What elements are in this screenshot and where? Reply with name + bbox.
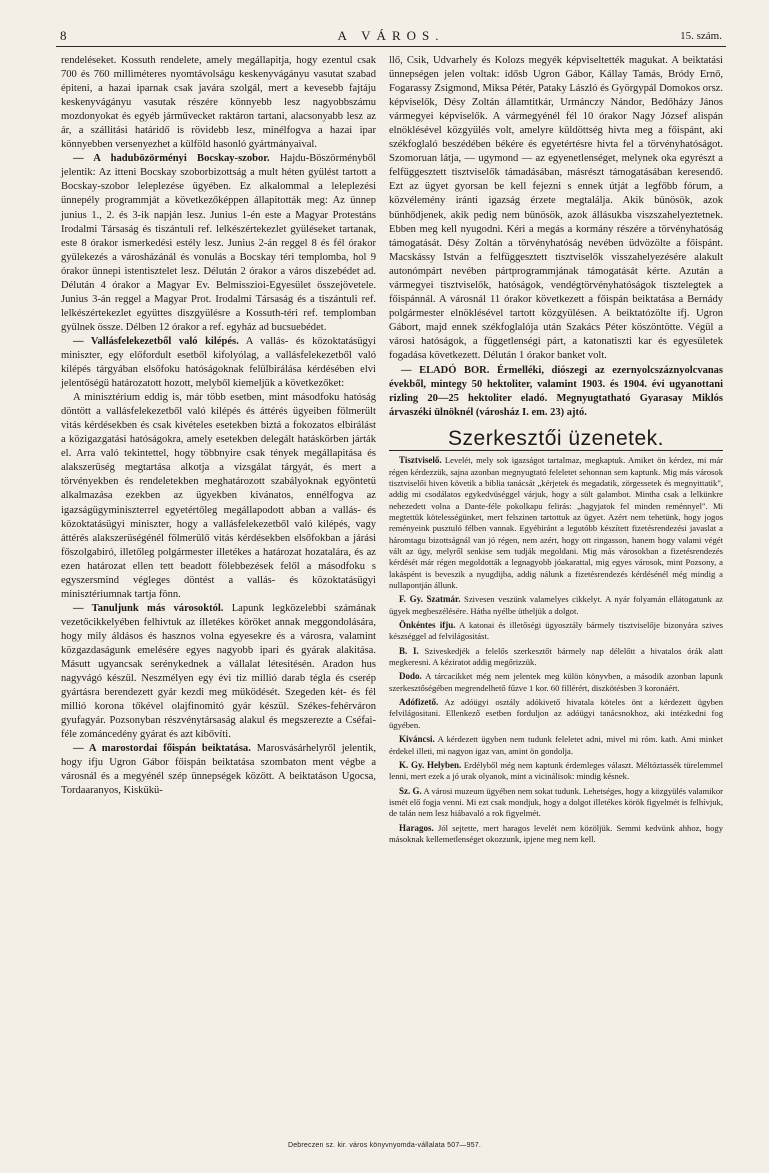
article-paragraph: — A hadubözörményi Bocskay-szobor. Hajdu-Böszörményből jelentik: Az itteni Bocskay szoborbizottság a mult héten gyülést tartott a Bocskay-szobor leleplezése ügyében. Ez alkalommal a leleplezési ünnepély programmját a következőképpen állapitották meg: Az ünnep junius 1., 2. és 3-ik napján lesz. Junius 1-én este a Magyar Protestáns Irodalmi Társaság és tiszántuli ref. lelkészértekezlet gyüléseket tartanak, este 8 órakor ismerkedési estély lesz. Junius 2-án reggel 8 és fél órakor gyülekezés a városházánál és vonulás a Bocskay téri templomba, hol 9 órakor ünnepi istentisztelet lesz. Délután 2 órakor a város diszebédet ad. Délután 4 órakor a Magyar Ev. Belmisszioi-Egyesület összejövetele. Junius 3-án reggel a Magyar Prot. Irodalmi Társaság és a tiszántuli ref. lelkészértekezlet együttes diszgyülésre a Kossuth-téri ref. templomban gyülnek össze. Délben 12 órakor a ref. egyház ad bucsuebédet. (61, 153, 376, 333)
message-recipient: K. Gy. Helyben. (399, 759, 462, 770)
article-paragraph: rendeléseket. Kossuth rendelete, amely megállapitja, hogy ezentul csak 700 és 760 milliméteres nyomtávolságu keskenyvágányu vasutat szabad épiteni, a hazai iparnak csak javára szolgál, mert a kevesebb fajtáju keskenyvágányu vasutak részére könnyebb lesz nagyobbszámu mozdonyokat és egyéb járművecket raktáron tartani, alacsonyabb lesz az ár, a szállitási határidő is rövidebb lesz, minélfogva a hazai ipar könnyebben versenyezhet a külföld hasonló gyártmányaival. (61, 55, 376, 151)
divider (389, 450, 723, 451)
newspaper-title: A VÁROS. (337, 28, 445, 43)
message-recipient: Önkéntes ifju. (399, 620, 456, 631)
article-headline: — A marostordai főispán beiktatása. (73, 743, 251, 755)
message-item: K. Gy. Helyben. Erdélyből még nem kaptunk érdemleges választ. Méltóztassék türelemmel lenni, mert ezek a jó urak olyanok, mint a vicinálisok: mindig késnek. (389, 759, 723, 782)
article-headline: — Tanuljunk más városoktól. (73, 602, 224, 614)
message-item: Önkéntes ifju. A katonai és illetőségi ügyosztály bármely tisztviselője bizonyára szives készséggel ad felvilágositást. (389, 620, 723, 642)
message-item: Adófizető. Az adóügyi osztály adókivető hivatala köteles önt a kérdezett ügyben felvilágositani. Ellenkező esetben forduljon az adóügyi tanácsnokhoz, aki intézkedni fog ügyében. (389, 697, 723, 730)
article-paragraph: — Tanuljunk más városoktól. Lapunk legközelebbi számának vezetőcikkelyében felhivtuk az illetékes köröket annak meggondolására, hogy mily áldásos és hasznos volna egyesekre és a városra, valamint közgazdaságunk emelésére egyes nagyobb ipari és gyárak alakitása. Másutt ugyancsak serénykednek a vállalat létesitésén. Aradon hus nagyvágó készül. Neszmélyen egy évi tiz millió darab tégla és cserép gyártásra berendezett gyár kezdi meg müködését. Szegeden két- és fél millió korona tőkével olajfinomitó gyár készül. Székes-fehérváron gyufagyár. Pozsonyban részvénytársaság alakul és megszerezte a Cséfai-féle zománcedény gyárat és azt kibővíti. (61, 602, 377, 741)
message-item: Sz. G. A városi muzeum ügyében nem sokat tudunk. Lehetséges, hogy a közgyülés valamikor ismét elő fogja venni. Mi ezt csak mondjuk, hogy a dolgot illetékes körök figyelmét is felhívjuk, de talán nem lesz hiábavaló a rok figyelmét. (389, 785, 723, 819)
message-item: B. I. Sziveskedjék a felelős szerkesztőt bármely nap délelőtt a hivatalos órák alatt megkeresni. A kéziratot addig megőrizzük. (389, 645, 723, 668)
article-paragraph: — Vallásfelekezetből való kilépés. A vallás- és közoktatásügyi miniszter, egy előfordult esetből kifolyólag, a vallásfelekezetből való kilépés tárgyában elsőfoku hatóságoknak felülbirálása kérdésében elvi jelentőségü határozatott hozott, melyből kiemeljük a következőket: (61, 335, 376, 390)
article-headline: — A hadubözörményi Bocskay-szobor. (73, 153, 270, 165)
ad-headline: — ELADÓ BOR. (401, 365, 490, 377)
message-recipient: B. I. (399, 645, 419, 656)
message-item: F. Gy. Szatmár. Szivesen veszünk valamelyes cikkelyt. A nyár folyamán ellátogatunk az ügyek megbeszélésére. Hátha nyélbe ütheljük a dolgot. (389, 594, 723, 616)
message-item: Dodo. A tárcacikket még nem jelentek meg külön könyvben, a második azonban lapunk szerkesztőségében megrendelhető fűzve 1 kor. 60 fillérért, diszkötésben 3 koronáért. (389, 671, 723, 693)
message-recipient: Haragos. (399, 822, 434, 833)
message-recipient: Kiváncsi. (399, 734, 435, 745)
article-paragraph: A minisztérium eddig is, már több esetben, mint másodfoku hatóság döntött a vallásfelekezetből való kilépés és áttérés ügyeiben fölmerült vitás kérdésekben és csak kivételes esetekben biztá a fokozatos elbirálást a közigazgatási hatóságokra, amely esetekben delegált hatáskörben járták el. Arra való tekintettel, hogy többnyire csak tények megállapitása és alakszerüség megtartása alkotja a vizsgálat tárgyát, és mert a törvényekben és rendeletekben meghatározott szabályoknak egyöntetü alkalmazása ezekben az ügyekben kivánatos, ennélfogva az igazságügyminiszterrel egyetértőleg megállapodott abban a vallás- és közoktatásügyi miniszter, hogy a vallásfelekezetből való kilépés, vagy áttérés alakszerüségénél fölmerülő vitás kérdésekben elsőfokban a járási főszolgabiró, illetőleg polgármester illetékes a határozat hozatalára, és az ezen határozat ellen tett beadott fölebbezések felől a másodfoku s egyszersmind végleges döntést a vallás- és közoktatásügyi minisztériumnak tartja fönn. (61, 392, 376, 600)
article-paragraph: — A marostordai főispán beiktatása. Marosvásárhelyről jelentik, hogy ifju Ugron Gábor főispán beiktatása szombaton ment végbe a városnál és a megyénél szép ünnepségek között. A beiktatáson Ugocsa, Tordaaranyos, Kiskükü- (61, 743, 376, 797)
article-headline: — Vallásfelekezetből való kilépés. (73, 335, 239, 347)
message-recipient: F. Gy. Szatmár. (399, 594, 461, 605)
message-recipient: Tisztviselő. (399, 455, 442, 466)
message-item: Kiváncsi. A kérdezett ügyben nem tudunk feleletet adni, mivel mi róm. kath. Ami minket érdekel illeti, mi nagyon igaz van, amint ön gondolja. (389, 734, 723, 756)
printer-imprint: Debreczen sz. kir. város könyvnyomda-vállalata 507—957. (287, 1142, 482, 1149)
advertisement-wine (389, 364, 723, 420)
right-column (389, 54, 723, 845)
page-number: 8 (60, 28, 67, 43)
ad-text: Érmelléki, diószegi az ezernyolcszáznyolcvanas évekből, mintegy 50 hektoliter, valamint 1903. és 1904. évi ugyanottani rizling 20—25 hektoliter eladó. Megnyugtatható Gyarasay Miklós árvaszéki ülnöknél (városház I. em. 23) ajtó. (389, 365, 724, 419)
message-recipient: Sz. G. (399, 785, 422, 796)
message-recipient: Dodo. (399, 671, 422, 682)
page-header (56, 24, 726, 47)
message-item: Tisztviselő. Levelét, mely sok igazságot tartalmaz, megkaptuk. Amiket ön kérdez, mi már régen kérdezzük, sajna azonban megnyugtató feleletet sehonnan sem kaptunk. Mig más városok tisztviselői hiven követik a biblia tanácsát „kérjetek és megadatik, zörgessetek és megnyittatik", addig mi csodálatos egykedvüséggel várjuk, hogy a sült galambot. Mintha csak a lelkünkre nehezedett volna a Dante-féle pokolkapu felirás: „hagyjatok fel minden reménnyel". Mi megtettük kötelességünket, mert felszinen tartottuk az ügyet. Azért nem tehetünk, hogy jogos reményeink pusztuló félben vannak. Egyébiránt a legutóbb készített fizetésrendezési javaslat a háromtagu bizottságnál van jó régen, nem azért, hogy ott ringasson, hanem hogy valami végét vált az ügy, melyről senkise sem tudják megoldani. Mig más városokban a fizetésrendezés kérdését már régen megoldották a legnagyobb jóakarattal, mig egyes városok, mint Pozsony, a lakáspént is beveszik a nyugdijba, addig nálunk a fizetésrendezés kérdésénél még mindig a nullapontján állunk. (389, 455, 723, 591)
editorial-messages (389, 455, 723, 845)
message-recipient: Adófizető. (399, 697, 439, 708)
article-paragraph: llő, Csik, Udvarhely és Kolozs megyék képviseltették magukat. A beiktatási ünnepségen jelen voltak: idősb Ugron Gábor, Kállay Tamás, Bródy Ernő, Fogarassy Zsigmond, Miksa Pétér, Pataky László és Györgypál Domokos orsz. képviselők, Désy Zoltán államtitkár, Urmánczy Nándor, Bedőházy János vármegyei képviselők. A vármegyénél fél 10 órakor Nagy József alispán elnöklésével közgyülés volt, amelyre küldöttség hivta meg a főispánt, aki székfoglaló beszédében békére és egyetértésre hivta fel a törvényhatóságot. Szomoruan látja, — ugymond — az egyenetlenséget, melynek oka egyrészt a felfüggesztett tisztviselők támadásában, másrészt támogatásában keresendő. Ezt az ügyet gyorsan be kell fejezni s ennek útját a legfőbb fórum, a közvélemény iránti igazság érzete megtalálja. Akik bünösök, azok bünhődjenek, akik pedig nem bünösök, azok állásukba viszszahelyeztetnek. Ebben meg kell nyugodni. Kéri a megás a kormány részére a törvényhatóság támogatását. Désy Zoltán a törvényhatóság nevében üdvözölte a főispánt. Macskássy István a felfüggesztett tisztviselők visszahelyezésére alakult autonómpárt nevében pártprogrammjának támogatását kérte. Azután a vármegyei tisztviselők, hatóságok, vendégtörvényhatóságok tisztelegtek a főispánnál. A városnál 11 órakor következett a főispán beiktatása a Bernády polgármester elnöklésével tartott közgyülésen. A beiktatózölte ifj. Ugron Gábort, majd ennek székfoglalója után Szakács Péter köszöntötte. Végül a városi hatóságok, a függetlenségi párt, a katonatiszti kar és egyesületek fogadása következett. Délután 1 órakor banket volt. (389, 55, 723, 361)
issue-number: 15. szám. (680, 30, 722, 42)
editorial-messages-title: Szerkesztői üzenetek. (448, 427, 664, 451)
message-item: Haragos. Jól sejtette, mert haragos levelét nem közöljük. Semmi kedvünk ahhoz, hogy másoknak kellemetlenséget okozzunk, ipjene meg nem kell. (389, 822, 723, 844)
left-column (61, 54, 376, 798)
